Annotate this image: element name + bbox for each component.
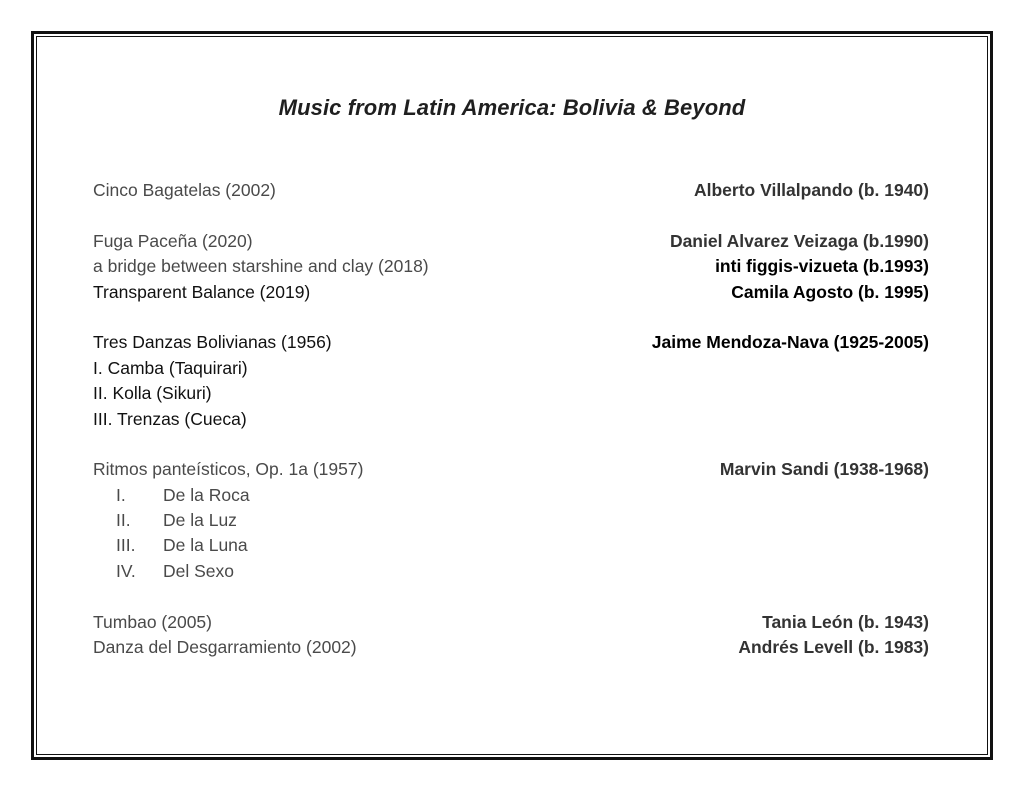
program-entry — [93, 457, 929, 482]
composer-name: Alberto Villalpando (b. 1940) — [693, 180, 929, 200]
work-title: Transparent Balance (2019) — [93, 281, 311, 302]
program-entry — [93, 229, 929, 254]
movement-item — [93, 407, 929, 432]
movement-item — [93, 381, 929, 406]
program-entry — [93, 330, 929, 355]
work-title: a bridge between starshine and clay (2018) — [93, 256, 429, 277]
spacer — [93, 432, 929, 457]
movement-number: II. — [116, 510, 131, 531]
work-title: Tumbao (2005) — [93, 611, 212, 632]
program-entry — [93, 254, 929, 279]
movement-item — [93, 508, 929, 533]
composer-name: inti figgis-vizueta (b.1993) — [715, 256, 929, 277]
movement-title: III. Trenzas (Cueca) — [93, 408, 247, 429]
movement-item — [93, 356, 929, 381]
spacer — [93, 305, 929, 330]
work-title: Fuga Paceña (2020) — [93, 230, 253, 251]
movement-title: De la Luz — [163, 510, 237, 531]
movement-number: IV. — [116, 560, 136, 581]
program-entry — [93, 610, 929, 635]
movement-item — [93, 533, 929, 558]
movement-title: De la Luna — [163, 535, 248, 556]
composer-name: Marvin Sandi (1938-1968) — [719, 459, 929, 480]
work-title: Danza del Desgarramiento (2002) — [93, 637, 357, 658]
movement-item — [93, 559, 929, 584]
spacer — [93, 584, 929, 609]
composer-name: Tania León (b. 1943) — [762, 611, 929, 632]
movement-item — [93, 483, 929, 508]
program-entry — [93, 178, 929, 203]
work-title: Cinco Bagatelas (2002) — [93, 180, 276, 200]
composer-name: Daniel Alvarez Veizaga (b.1990) — [669, 230, 929, 251]
work-title: Ritmos panteísticos, Op. 1a (1957) — [93, 459, 364, 480]
composer-name: Jaime Mendoza-Nava (1925-2005) — [651, 332, 929, 353]
program-title: Music from Latin America: Bolivia & Beyond — [278, 95, 746, 120]
movement-title: Del Sexo — [163, 560, 235, 581]
work-title: Tres Danzas Bolivianas (1956) — [93, 332, 332, 353]
movement-title: I. Camba (Taquirari) — [93, 357, 248, 378]
program-entry — [93, 280, 929, 305]
movement-title: De la Roca — [163, 484, 250, 505]
movement-number: III. — [116, 535, 136, 556]
program-list — [93, 178, 929, 660]
movement-title: II. Kolla (Sikuri) — [93, 383, 212, 404]
composer-name: Andrés Levell (b. 1983) — [738, 637, 929, 658]
movement-number: I. — [116, 484, 126, 505]
program-entry — [93, 635, 929, 660]
spacer — [93, 203, 929, 228]
composer-name: Camila Agosto (b. 1995) — [731, 281, 929, 302]
